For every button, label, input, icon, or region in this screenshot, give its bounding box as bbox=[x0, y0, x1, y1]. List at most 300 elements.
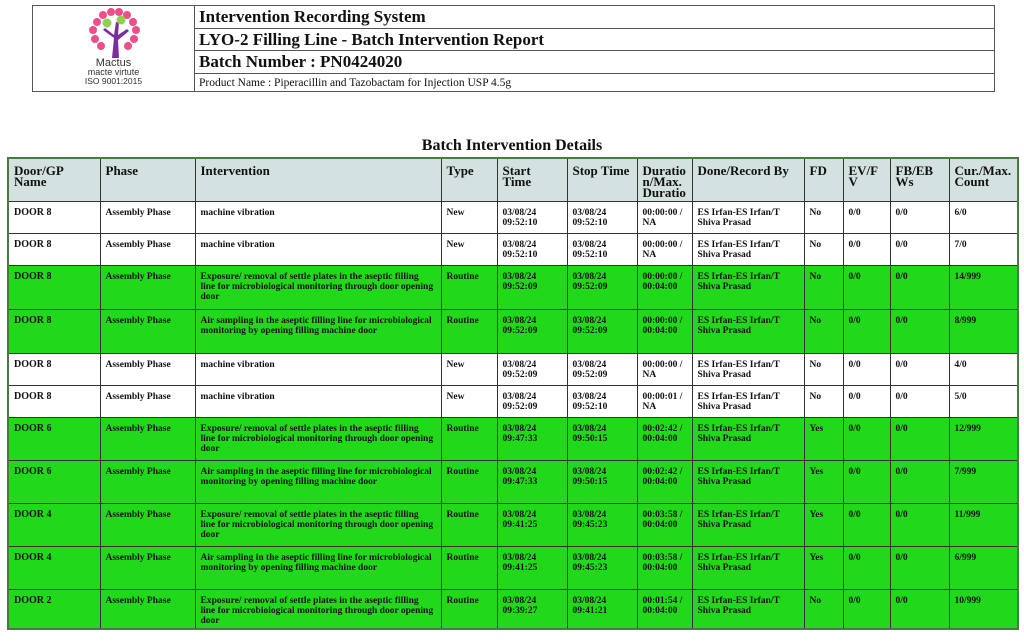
cell-intervention bbox=[195, 546, 441, 589]
cell-done-by bbox=[692, 265, 804, 309]
cell-stop-time bbox=[567, 589, 637, 629]
cell-fd bbox=[804, 265, 843, 309]
cell-door-text: DOOR 8 bbox=[14, 390, 52, 402]
table-row bbox=[8, 309, 1018, 353]
cell-stop-time bbox=[567, 385, 637, 417]
cell-stop-time bbox=[567, 233, 637, 265]
cell-count bbox=[949, 309, 1018, 353]
cell-count bbox=[949, 265, 1018, 309]
cell-type bbox=[441, 503, 497, 546]
cell-door-text: DOOR 4 bbox=[14, 551, 52, 563]
cell-count-text: 12/999 bbox=[954, 423, 981, 434]
col-header-count: Cur./Max. Count bbox=[949, 158, 1018, 201]
cell-done-by-text-1: ES Irfan-ES Irfan/T bbox=[697, 595, 780, 606]
cell-door bbox=[8, 233, 100, 265]
cell-start-time-text-1: 03/08/24 bbox=[502, 509, 537, 520]
batch-intervention-table bbox=[7, 157, 1019, 630]
cell-fbebws-text: 0/0 bbox=[895, 359, 908, 370]
cell-type-text: Routine bbox=[446, 423, 479, 434]
table-header-row bbox=[8, 158, 1018, 201]
cell-duration bbox=[637, 589, 692, 629]
cell-fd bbox=[804, 460, 843, 503]
cell-evfv bbox=[843, 460, 890, 503]
cell-fbebws bbox=[890, 265, 949, 309]
table-row bbox=[8, 460, 1018, 503]
cell-start-time-text-1: 03/08/24 bbox=[502, 391, 537, 402]
cell-start-time bbox=[497, 309, 567, 353]
cell-start-time bbox=[497, 353, 567, 385]
cell-done-by-text-2: Shiva Prasad bbox=[697, 401, 752, 412]
cell-stop-time-text-2: 09:52:10 bbox=[572, 249, 608, 260]
cell-duration bbox=[637, 353, 692, 385]
cell-phase-text: Assembly Phase bbox=[105, 595, 171, 606]
cell-duration-text-2: 00:04:00 bbox=[642, 281, 678, 292]
cell-duration bbox=[637, 385, 692, 417]
cell-duration-text-2: NA bbox=[642, 249, 657, 260]
cell-count bbox=[949, 385, 1018, 417]
cell-duration-text-1: 00:00:00 / bbox=[642, 239, 683, 250]
cell-stop-time-text-1: 03/08/24 bbox=[572, 423, 607, 434]
cell-start-time bbox=[497, 265, 567, 309]
cell-done-by-text-2: Shiva Prasad bbox=[697, 369, 752, 380]
cell-count bbox=[949, 353, 1018, 385]
table-row bbox=[8, 546, 1018, 589]
table-row bbox=[8, 385, 1018, 417]
cell-duration bbox=[637, 460, 692, 503]
cell-phase bbox=[100, 233, 195, 265]
cell-start-time-text-2: 09:52:10 bbox=[502, 217, 538, 228]
cell-duration-text-2: 00:04:00 bbox=[642, 476, 678, 487]
cell-evfv bbox=[843, 417, 890, 460]
cell-evfv bbox=[843, 589, 890, 629]
cell-type bbox=[441, 385, 497, 417]
cell-count-text: 7/0 bbox=[954, 239, 967, 250]
cell-stop-time-text-2: 09:52:09 bbox=[572, 281, 608, 292]
cell-start-time bbox=[497, 460, 567, 503]
cell-done-by-text-2: Shiva Prasad bbox=[697, 249, 752, 260]
cell-count-text: 6/999 bbox=[954, 552, 977, 563]
cell-stop-time-text-1: 03/08/24 bbox=[572, 595, 607, 606]
col-header-stop-time: Stop Time bbox=[567, 158, 637, 201]
cell-intervention bbox=[195, 201, 441, 233]
cell-fbebws-text: 0/0 bbox=[895, 239, 908, 250]
cell-done-by bbox=[692, 417, 804, 460]
cell-duration-text-1: 00:01:54 / bbox=[642, 595, 683, 606]
cell-fbebws bbox=[890, 546, 949, 589]
cell-type bbox=[441, 233, 497, 265]
cell-intervention-text: machine vibration bbox=[200, 391, 275, 402]
cell-count-text: 14/999 bbox=[954, 271, 981, 282]
cell-count bbox=[949, 503, 1018, 546]
cell-door-text: DOOR 8 bbox=[14, 358, 52, 370]
col-header-fd: FD bbox=[804, 158, 843, 201]
table-row bbox=[8, 503, 1018, 546]
cell-phase-text: Assembly Phase bbox=[105, 391, 171, 402]
cell-done-by-text-1: ES Irfan-ES Irfan/T bbox=[697, 271, 780, 282]
cell-fbebws-text: 0/0 bbox=[895, 271, 908, 282]
table-row bbox=[8, 233, 1018, 265]
cell-door-text: DOOR 4 bbox=[14, 508, 52, 520]
cell-stop-time bbox=[567, 309, 637, 353]
cell-door-text: DOOR 8 bbox=[14, 270, 52, 282]
cell-done-by-text-1: ES Irfan-ES Irfan/T bbox=[697, 552, 780, 563]
cell-type bbox=[441, 201, 497, 233]
cell-done-by-text-2: Shiva Prasad bbox=[697, 476, 752, 487]
cell-done-by-text-2: Shiva Prasad bbox=[697, 519, 752, 530]
cell-count-text: 7/999 bbox=[954, 466, 977, 477]
cell-fd-text: No bbox=[809, 595, 822, 606]
cell-stop-time bbox=[567, 546, 637, 589]
cell-start-time-text-1: 03/08/24 bbox=[502, 595, 537, 606]
cell-intervention-text: Air sampling in the aseptic filling line for microbiological monitoring by opening filling machine door bbox=[200, 315, 432, 336]
cell-stop-time-text-2: 09:45:23 bbox=[572, 562, 608, 573]
cell-count bbox=[949, 233, 1018, 265]
cell-done-by bbox=[692, 503, 804, 546]
cell-stop-time-text-2: 09:52:10 bbox=[572, 401, 608, 412]
cell-start-time bbox=[497, 503, 567, 546]
cell-start-time-text-2: 09:52:09 bbox=[502, 325, 538, 336]
cell-duration-text-2: NA bbox=[642, 217, 657, 228]
cell-start-time bbox=[497, 589, 567, 629]
cell-duration-text-1: 00:02:42 / bbox=[642, 466, 683, 477]
cell-phase-text: Assembly Phase bbox=[105, 359, 171, 370]
cell-type-text: Routine bbox=[446, 271, 479, 282]
logo-certification: ISO 9001:2015 bbox=[84, 76, 143, 86]
batch-number: Batch Number : PN0424020 bbox=[195, 51, 994, 74]
cell-count-text: 4/0 bbox=[954, 359, 967, 370]
cell-start-time-text-2: 09:47:33 bbox=[502, 476, 538, 487]
cell-done-by-text-2: Shiva Prasad bbox=[697, 217, 752, 228]
cell-fd bbox=[804, 503, 843, 546]
cell-duration bbox=[637, 201, 692, 233]
cell-done-by-text-1: ES Irfan-ES Irfan/T bbox=[697, 391, 780, 402]
report-header bbox=[32, 5, 995, 92]
cell-start-time bbox=[497, 417, 567, 460]
cell-evfv bbox=[843, 201, 890, 233]
cell-start-time-text-2: 09:52:09 bbox=[502, 281, 538, 292]
cell-type-text: Routine bbox=[446, 509, 479, 520]
cell-evfv-text: 0/0 bbox=[848, 595, 861, 606]
col-header-phase: Phase bbox=[100, 158, 195, 201]
cell-intervention-text: machine vibration bbox=[200, 359, 275, 370]
cell-fd-text: No bbox=[809, 207, 822, 218]
cell-start-time bbox=[497, 546, 567, 589]
cell-type bbox=[441, 265, 497, 309]
cell-count-text: 10/999 bbox=[954, 595, 981, 606]
system-title: Intervention Recording System bbox=[195, 6, 994, 29]
cell-fd-text: Yes bbox=[809, 466, 824, 477]
cell-duration-text-1: 00:03:58 / bbox=[642, 509, 683, 520]
cell-phase-text: Assembly Phase bbox=[105, 207, 171, 218]
cell-phase bbox=[100, 201, 195, 233]
cell-duration-text-1: 00:00:00 / bbox=[642, 271, 683, 282]
cell-fd-text: No bbox=[809, 239, 822, 250]
cell-evfv bbox=[843, 546, 890, 589]
cell-type-text: New bbox=[446, 359, 465, 370]
cell-duration bbox=[637, 503, 692, 546]
cell-fd bbox=[804, 353, 843, 385]
cell-evfv-text: 0/0 bbox=[848, 552, 861, 563]
cell-start-time-text-2: 09:47:33 bbox=[502, 433, 538, 444]
cell-start-time-text-2: 09:52:09 bbox=[502, 369, 538, 380]
cell-done-by-text-2: Shiva Prasad bbox=[697, 281, 752, 292]
cell-intervention bbox=[195, 353, 441, 385]
cell-start-time-text-2: 09:41:25 bbox=[502, 562, 538, 573]
report-titles bbox=[195, 6, 994, 91]
cell-done-by-text-1: ES Irfan-ES Irfan/T bbox=[697, 315, 780, 326]
cell-evfv-text: 0/0 bbox=[848, 315, 861, 326]
cell-fbebws-text: 0/0 bbox=[895, 466, 908, 477]
cell-type bbox=[441, 353, 497, 385]
cell-stop-time-text-1: 03/08/24 bbox=[572, 466, 607, 477]
cell-stop-time-text-1: 03/08/24 bbox=[572, 315, 607, 326]
cell-fd-text: No bbox=[809, 391, 822, 402]
cell-phase-text: Assembly Phase bbox=[105, 271, 171, 282]
cell-count-text: 8/999 bbox=[954, 315, 977, 326]
cell-count bbox=[949, 201, 1018, 233]
cell-phase bbox=[100, 460, 195, 503]
cell-intervention-text: machine vibration bbox=[200, 207, 275, 218]
cell-fd bbox=[804, 417, 843, 460]
cell-start-time-text-1: 03/08/24 bbox=[502, 552, 537, 563]
cell-evfv-text: 0/0 bbox=[848, 359, 861, 370]
cell-intervention bbox=[195, 265, 441, 309]
cell-stop-time-text-1: 03/08/24 bbox=[572, 391, 607, 402]
cell-door bbox=[8, 546, 100, 589]
cell-evfv bbox=[843, 353, 890, 385]
cell-intervention bbox=[195, 417, 441, 460]
cell-intervention bbox=[195, 233, 441, 265]
cell-fbebws-text: 0/0 bbox=[895, 552, 908, 563]
table-row bbox=[8, 201, 1018, 233]
cell-duration-text-2: NA bbox=[642, 401, 657, 412]
cell-evfv-text: 0/0 bbox=[848, 271, 861, 282]
cell-type-text: New bbox=[446, 207, 465, 218]
cell-duration bbox=[637, 265, 692, 309]
cell-evfv bbox=[843, 309, 890, 353]
col-header-intervention: Intervention bbox=[195, 158, 441, 201]
cell-count bbox=[949, 460, 1018, 503]
cell-intervention bbox=[195, 385, 441, 417]
cell-phase bbox=[100, 503, 195, 546]
cell-evfv-text: 0/0 bbox=[848, 423, 861, 434]
cell-evfv bbox=[843, 233, 890, 265]
cell-fbebws bbox=[890, 589, 949, 629]
cell-stop-time-text-2: 09:41:21 bbox=[572, 605, 608, 616]
cell-type bbox=[441, 589, 497, 629]
cell-start-time-text-1: 03/08/24 bbox=[502, 207, 537, 218]
cell-phase-text: Assembly Phase bbox=[105, 239, 171, 250]
cell-type bbox=[441, 417, 497, 460]
cell-intervention bbox=[195, 460, 441, 503]
cell-fbebws bbox=[890, 309, 949, 353]
cell-phase-text: Assembly Phase bbox=[105, 552, 171, 563]
cell-evfv bbox=[843, 385, 890, 417]
cell-door bbox=[8, 201, 100, 233]
cell-stop-time bbox=[567, 353, 637, 385]
cell-duration-text-1: 00:00:01 / bbox=[642, 391, 683, 402]
cell-duration-text-1: 00:03:58 / bbox=[642, 552, 683, 563]
cell-phase bbox=[100, 385, 195, 417]
cell-fbebws bbox=[890, 417, 949, 460]
cell-door-text: DOOR 6 bbox=[14, 422, 52, 434]
cell-start-time-text-2: 09:52:09 bbox=[502, 401, 538, 412]
cell-duration bbox=[637, 309, 692, 353]
logo bbox=[33, 6, 195, 91]
cell-fd bbox=[804, 385, 843, 417]
cell-door-text: DOOR 8 bbox=[14, 238, 52, 250]
cell-start-time-text-1: 03/08/24 bbox=[502, 423, 537, 434]
cell-fbebws bbox=[890, 385, 949, 417]
cell-done-by bbox=[692, 201, 804, 233]
cell-intervention bbox=[195, 503, 441, 546]
cell-duration-text-1: 00:02:42 / bbox=[642, 423, 683, 434]
cell-duration-text-1: 00:00:00 / bbox=[642, 207, 683, 218]
cell-door-text: DOOR 2 bbox=[14, 594, 52, 606]
cell-intervention-text: Exposure/ removal of settle plates in the aseptic filling line for microbiological monitoring through door opening door bbox=[200, 595, 434, 626]
table-row bbox=[8, 417, 1018, 460]
cell-door bbox=[8, 265, 100, 309]
cell-count bbox=[949, 546, 1018, 589]
cell-done-by-text-2: Shiva Prasad bbox=[697, 325, 752, 336]
cell-intervention-text: Air sampling in the aseptic filling line for microbiological monitoring by opening filling machine door bbox=[200, 552, 432, 573]
cell-evfv-text: 0/0 bbox=[848, 239, 861, 250]
cell-intervention bbox=[195, 589, 441, 629]
cell-fd-text: Yes bbox=[809, 552, 824, 563]
cell-duration-text-2: 00:04:00 bbox=[642, 325, 678, 336]
cell-type-text: Routine bbox=[446, 552, 479, 563]
cell-start-time-text-1: 03/08/24 bbox=[502, 315, 537, 326]
report-title: LYO-2 Filling Line - Batch Intervention Report bbox=[195, 29, 994, 51]
cell-stop-time-text-2: 09:50:15 bbox=[572, 476, 608, 487]
cell-type-text: Routine bbox=[446, 315, 479, 326]
cell-count-text: 11/999 bbox=[954, 509, 981, 520]
cell-done-by bbox=[692, 460, 804, 503]
cell-stop-time-text-2: 09:45:23 bbox=[572, 519, 608, 530]
cell-start-time-text-1: 03/08/24 bbox=[502, 271, 537, 282]
cell-start-time bbox=[497, 201, 567, 233]
cell-start-time-text-1: 03/08/24 bbox=[502, 239, 537, 250]
cell-fbebws bbox=[890, 503, 949, 546]
cell-duration bbox=[637, 546, 692, 589]
cell-door bbox=[8, 353, 100, 385]
cell-start-time-text-2: 09:41:25 bbox=[502, 519, 538, 530]
cell-type bbox=[441, 309, 497, 353]
cell-fbebws-text: 0/0 bbox=[895, 207, 908, 218]
cell-fd bbox=[804, 589, 843, 629]
cell-duration-text-1: 00:00:00 / bbox=[642, 359, 683, 370]
table-row bbox=[8, 265, 1018, 309]
cell-fbebws-text: 0/0 bbox=[895, 423, 908, 434]
cell-duration-text-2: 00:04:00 bbox=[642, 519, 678, 530]
cell-done-by-text-1: ES Irfan-ES Irfan/T bbox=[697, 359, 780, 370]
cell-stop-time bbox=[567, 265, 637, 309]
cell-evfv-text: 0/0 bbox=[848, 466, 861, 477]
cell-done-by-text-1: ES Irfan-ES Irfan/T bbox=[697, 423, 780, 434]
cell-intervention-text: Air sampling in the aseptic filling line for microbiological monitoring by opening filling machine door bbox=[200, 466, 432, 487]
col-header-fbebws: FB/EB Ws bbox=[890, 158, 949, 201]
cell-fd-text: No bbox=[809, 315, 822, 326]
cell-phase bbox=[100, 353, 195, 385]
col-header-door: Door/GP Name bbox=[8, 158, 100, 201]
logo-name: Mactus bbox=[95, 57, 132, 69]
cell-fd-text: Yes bbox=[809, 509, 824, 520]
col-header-start-time: Start Time bbox=[497, 158, 567, 201]
cell-evfv-text: 0/0 bbox=[848, 207, 861, 218]
cell-intervention-text: machine vibration bbox=[200, 239, 275, 250]
cell-done-by-text-1: ES Irfan-ES Irfan/T bbox=[697, 239, 780, 250]
cell-door-text: DOOR 8 bbox=[14, 314, 52, 326]
cell-phase-text: Assembly Phase bbox=[105, 315, 171, 326]
cell-fbebws-text: 0/0 bbox=[895, 391, 908, 402]
cell-type-text: Routine bbox=[446, 595, 479, 606]
cell-stop-time-text-2: 09:52:09 bbox=[572, 325, 608, 336]
cell-stop-time bbox=[567, 201, 637, 233]
cell-stop-time bbox=[567, 417, 637, 460]
cell-phase-text: Assembly Phase bbox=[105, 423, 171, 434]
cell-fd bbox=[804, 309, 843, 353]
cell-door bbox=[8, 417, 100, 460]
cell-stop-time-text-1: 03/08/24 bbox=[572, 271, 607, 282]
cell-done-by-text-2: Shiva Prasad bbox=[697, 605, 752, 616]
cell-fbebws bbox=[890, 233, 949, 265]
cell-door bbox=[8, 309, 100, 353]
cell-intervention bbox=[195, 309, 441, 353]
cell-fd-text: No bbox=[809, 271, 822, 282]
cell-door bbox=[8, 385, 100, 417]
cell-stop-time-text-1: 03/08/24 bbox=[572, 207, 607, 218]
cell-duration-text-2: 00:04:00 bbox=[642, 562, 678, 573]
cell-stop-time-text-1: 03/08/24 bbox=[572, 509, 607, 520]
cell-door bbox=[8, 503, 100, 546]
cell-fbebws-text: 0/0 bbox=[895, 595, 908, 606]
cell-start-time-text-2: 09:52:10 bbox=[502, 249, 538, 260]
cell-intervention-text: Exposure/ removal of settle plates in the aseptic filling line for microbiological monitoring through door opening door bbox=[200, 271, 434, 302]
cell-stop-time-text-2: 09:52:09 bbox=[572, 369, 608, 380]
cell-phase-text: Assembly Phase bbox=[105, 466, 171, 477]
cell-duration bbox=[637, 233, 692, 265]
cell-fd-text: No bbox=[809, 359, 822, 370]
cell-evfv-text: 0/0 bbox=[848, 509, 861, 520]
cell-phase bbox=[100, 309, 195, 353]
cell-door bbox=[8, 460, 100, 503]
cell-type bbox=[441, 460, 497, 503]
cell-fbebws bbox=[890, 353, 949, 385]
cell-stop-time-text-1: 03/08/24 bbox=[572, 239, 607, 250]
cell-fd bbox=[804, 546, 843, 589]
cell-done-by-text-2: Shiva Prasad bbox=[697, 562, 752, 573]
cell-done-by bbox=[692, 546, 804, 589]
mactus-tree-logo-icon bbox=[83, 8, 145, 58]
cell-start-time bbox=[497, 233, 567, 265]
cell-duration bbox=[637, 417, 692, 460]
cell-phase-text: Assembly Phase bbox=[105, 509, 171, 520]
cell-count bbox=[949, 589, 1018, 629]
cell-stop-time-text-2: 09:52:10 bbox=[572, 217, 608, 228]
col-header-duration: Duratio n/Max. Duratio bbox=[637, 158, 692, 201]
cell-fd-text: Yes bbox=[809, 423, 824, 434]
cell-done-by bbox=[692, 309, 804, 353]
cell-stop-time-text-1: 03/08/24 bbox=[572, 359, 607, 370]
cell-fd bbox=[804, 233, 843, 265]
cell-start-time bbox=[497, 385, 567, 417]
cell-fbebws-text: 0/0 bbox=[895, 315, 908, 326]
table-row bbox=[8, 589, 1018, 629]
cell-type-text: Routine bbox=[446, 466, 479, 477]
cell-start-time-text-1: 03/08/24 bbox=[502, 466, 537, 477]
cell-count-text: 5/0 bbox=[954, 391, 967, 402]
product-name: Product Name : Piperacillin and Tazobactam for Injection USP 4.5g bbox=[199, 76, 512, 89]
